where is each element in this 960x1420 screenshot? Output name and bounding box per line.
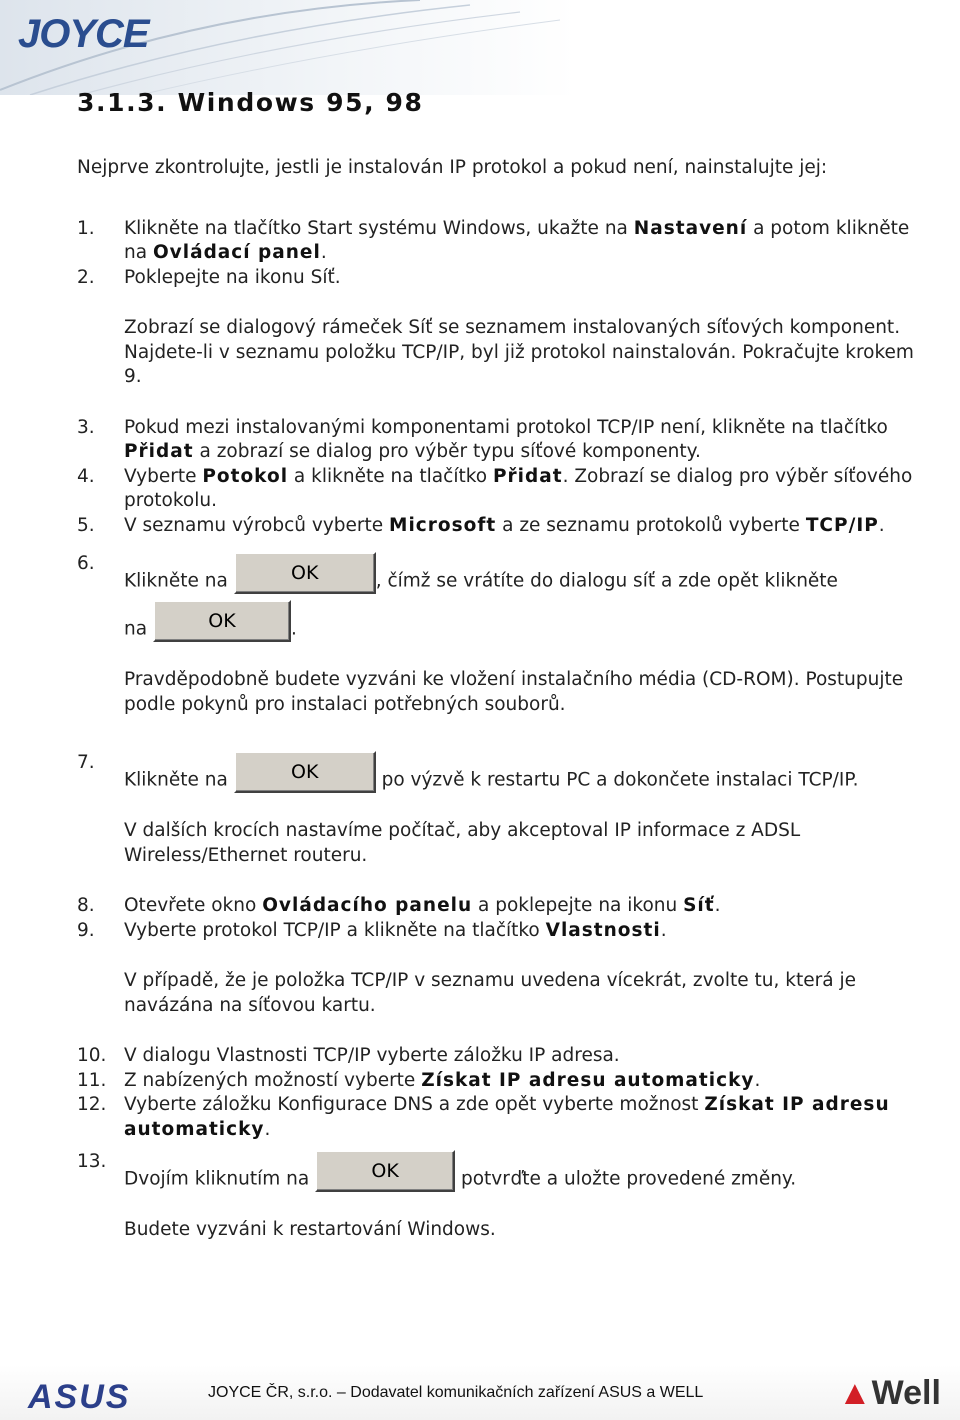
step-2: 2. Poklepejte na ikonu Síť.	[77, 266, 341, 288]
step-4: 4. Vyberte Potokol a klikněte na tlačítko Přidat. Zobrazí se dialog pro výběr síťového protokolu.	[77, 465, 913, 511]
section-title: 3.1.3. Windows 95, 98	[77, 88, 424, 117]
step-3: 3. Pokud mezi instalovanými komponentami protokol TCP/IP není, klikněte na tlačítko Přidat a zobrazí se dialog pro výběr typu síťové komponenty.	[77, 416, 888, 462]
step-6: 6. Klikněte na OK , čímž se vrátíte do dialogu síť a zde opět klikněte	[77, 552, 917, 594]
step-1: 1. Klikněte na tlačítko Start systému Windows, ukažte na Nastavení a potom klikněte na Ovládací panel.	[77, 217, 910, 263]
header-banner	[0, 0, 960, 95]
step-7: 7. Klikněte na OK po výzvě k restartu PC a dokončete instalaci TCP/IP.	[77, 751, 917, 793]
step-13: 13. Dvojím kliknutím na OK potvrďte a uložte provedené změny.	[77, 1150, 917, 1192]
step-7-note: V dalších krocích nastavíme počítač, aby akceptoval IP informace z ADSL Wireless/Ethernet routeru.	[124, 820, 801, 866]
ok-button[interactable]: OK	[153, 600, 291, 642]
step-11: 11. Z nabízených možností vyberte Získat IP adresu automaticky.	[77, 1069, 761, 1091]
step-10: 10. V dialogu Vlastnosti TCP/IP vyberte záložku IP adresa.	[77, 1045, 620, 1066]
step-6-continued: na OK .	[77, 600, 917, 642]
step-2-note: Zobrazí se dialogový rámeček Síť se seznamem instalovaných síťových komponent. Najdete-li v seznamu položku TCP/IP, byl již protokol nainstalován. Pokračujte krokem 9.	[124, 317, 914, 387]
step-6-note: Pravděpodobně budete vyzváni ke vložení instalačního média (CD-ROM). Postupujte podle pokynů pro instalaci potřebných souborů.	[124, 669, 904, 715]
joyce-logo: JOYCE	[18, 12, 149, 56]
intro-paragraph: Nejprve zkontrolujte, jestli je instalován IP protokol a pokud není, nainstalujte jej:	[77, 157, 828, 178]
step-5: 5. V seznamu výrobců vyberte Microsoft a ze seznamu protokolů vyberte TCP/IP.	[77, 514, 885, 536]
document-body	[77, 156, 917, 1243]
ok-button[interactable]: OK	[234, 552, 376, 594]
step-9: 9. Vyberte protokol TCP/IP a klikněte na tlačítko Vlastnosti.	[77, 919, 667, 941]
step-12: 12. Vyberte záložku Konfigurace DNS a zde opět vyberte možnost Získat IP adresu automaticky.	[77, 1094, 890, 1140]
well-triangle-icon: ▲	[838, 1374, 872, 1412]
closing-note: Budete vyzváni k restartování Windows.	[124, 1219, 496, 1240]
asus-logo: ASUS	[28, 1378, 131, 1416]
ok-button[interactable]: OK	[315, 1150, 455, 1192]
step-9-note: V případě, že je položka TCP/IP v seznamu uvedena vícekrát, zvolte tu, která je navázána na síťovou kartu.	[124, 970, 856, 1016]
well-logo: ▲Well	[838, 1374, 941, 1412]
ok-button[interactable]: OK	[234, 751, 376, 793]
step-8: 8. Otevřete okno Ovládacího panelu a poklepejte na ikonu Síť.	[77, 895, 721, 916]
footer-text: JOYCE ČR, s.r.o. – Dodavatel komunikačních zařízení ASUS a WELL	[208, 1384, 704, 1401]
